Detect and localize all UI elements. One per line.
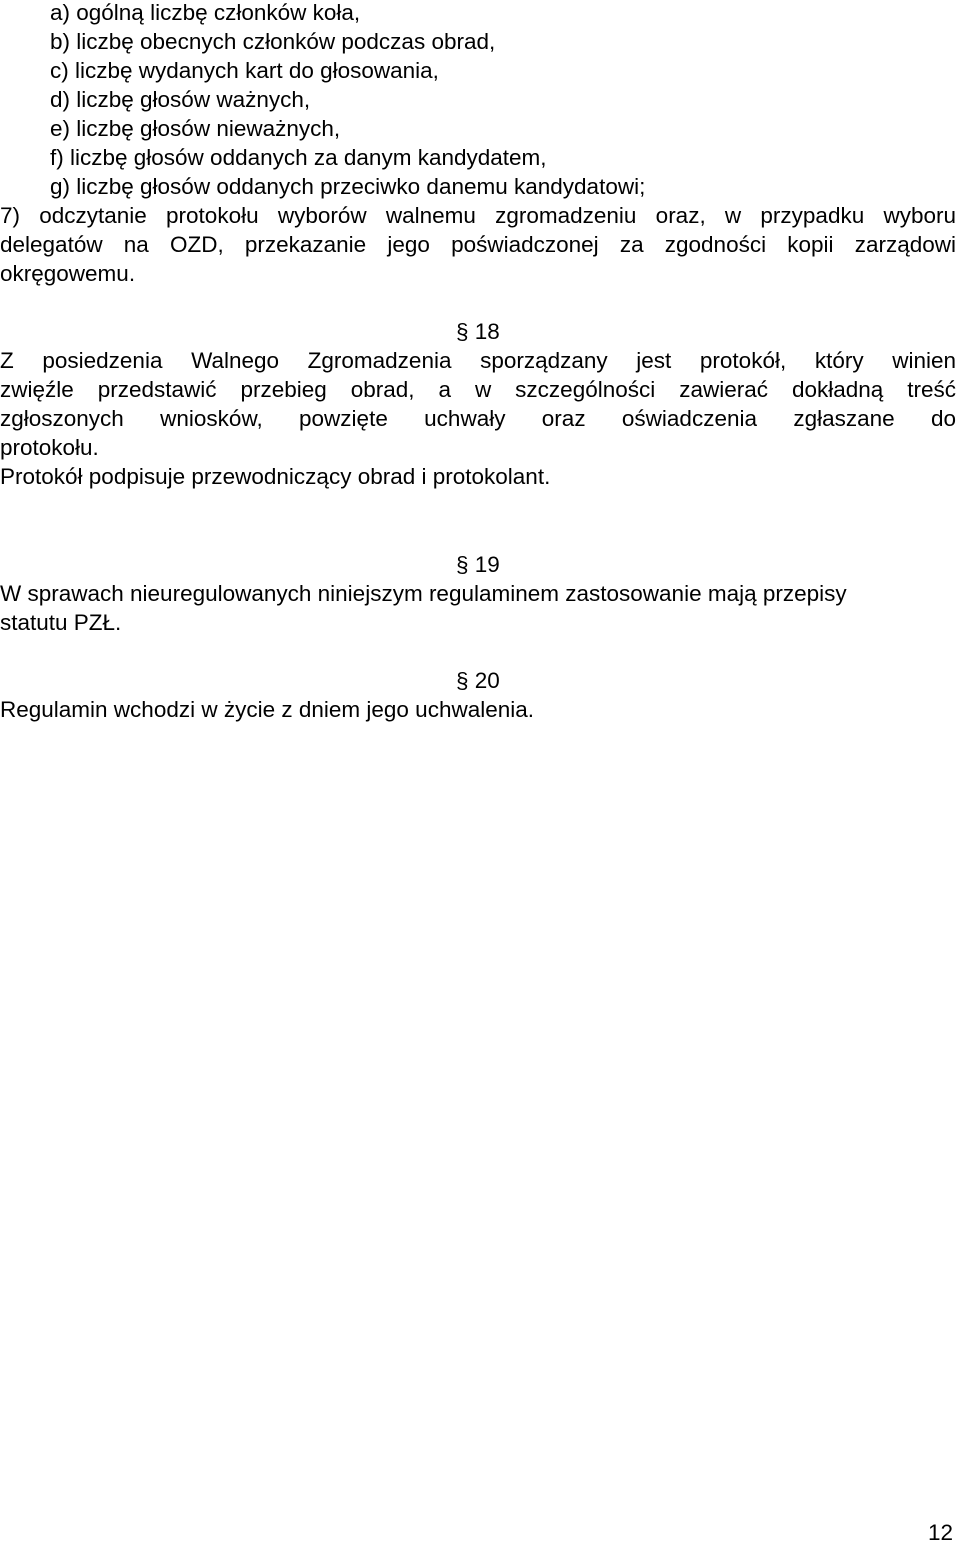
point-7-line-3: okręgowemu. xyxy=(0,261,136,286)
list-item-e: e) liczbę głosów nieważnych, xyxy=(50,116,341,141)
section-19-line-2: statutu PZŁ. xyxy=(0,610,122,635)
section-18-para-1-line-2: zwięźle przedstawić przebieg obrad, a w szczególności zawierać dokładną treść xyxy=(0,377,956,402)
list-item-a: a) ogólną liczbę członków koła, xyxy=(50,0,361,25)
point-7-line-2: delegatów na OZD, przekazanie jego poświadczonej za zgodności kopii zarządowi xyxy=(0,232,956,257)
list-item-f: f) liczbę głosów oddanych za danym kandydatem, xyxy=(50,145,547,170)
section-20-line-1: Regulamin wchodzi w życie z dniem jego uchwalenia. xyxy=(0,697,535,722)
section-18-heading: § 18 xyxy=(456,319,500,344)
section-19-heading: § 19 xyxy=(456,552,500,577)
section-18-para-1-line-1: Z posiedzenia Walnego Zgromadzenia sporządzany jest protokół, który winien xyxy=(0,348,956,373)
section-20-heading: § 20 xyxy=(456,668,500,693)
section-18-para-1-line-4: protokołu. xyxy=(0,435,99,460)
list-item-d: d) liczbę głosów ważnych, xyxy=(50,87,311,112)
list-item-c: c) liczbę wydanych kart do głosowania, xyxy=(50,58,439,83)
section-19-line-1: W sprawach nieuregulowanych niniejszym regulaminem zastosowanie mają przepisy xyxy=(0,581,847,606)
section-18-para-1-line-3: zgłoszonych wniosków, powzięte uchwały oraz oświadczenia zgłaszane do xyxy=(0,406,956,431)
page-number: 12 xyxy=(928,1520,954,1545)
point-7-line-1: 7) odczytanie protokołu wyborów walnemu zgromadzeniu oraz, w przypadku wyboru xyxy=(0,203,956,228)
section-18-para-2: Protokół podpisuje przewodniczący obrad i protokolant. xyxy=(0,464,551,489)
list-item-b: b) liczbę obecnych członków podczas obrad, xyxy=(50,29,496,54)
list-item-g: g) liczbę głosów oddanych przeciwko danemu kandydatowi; xyxy=(50,174,646,199)
